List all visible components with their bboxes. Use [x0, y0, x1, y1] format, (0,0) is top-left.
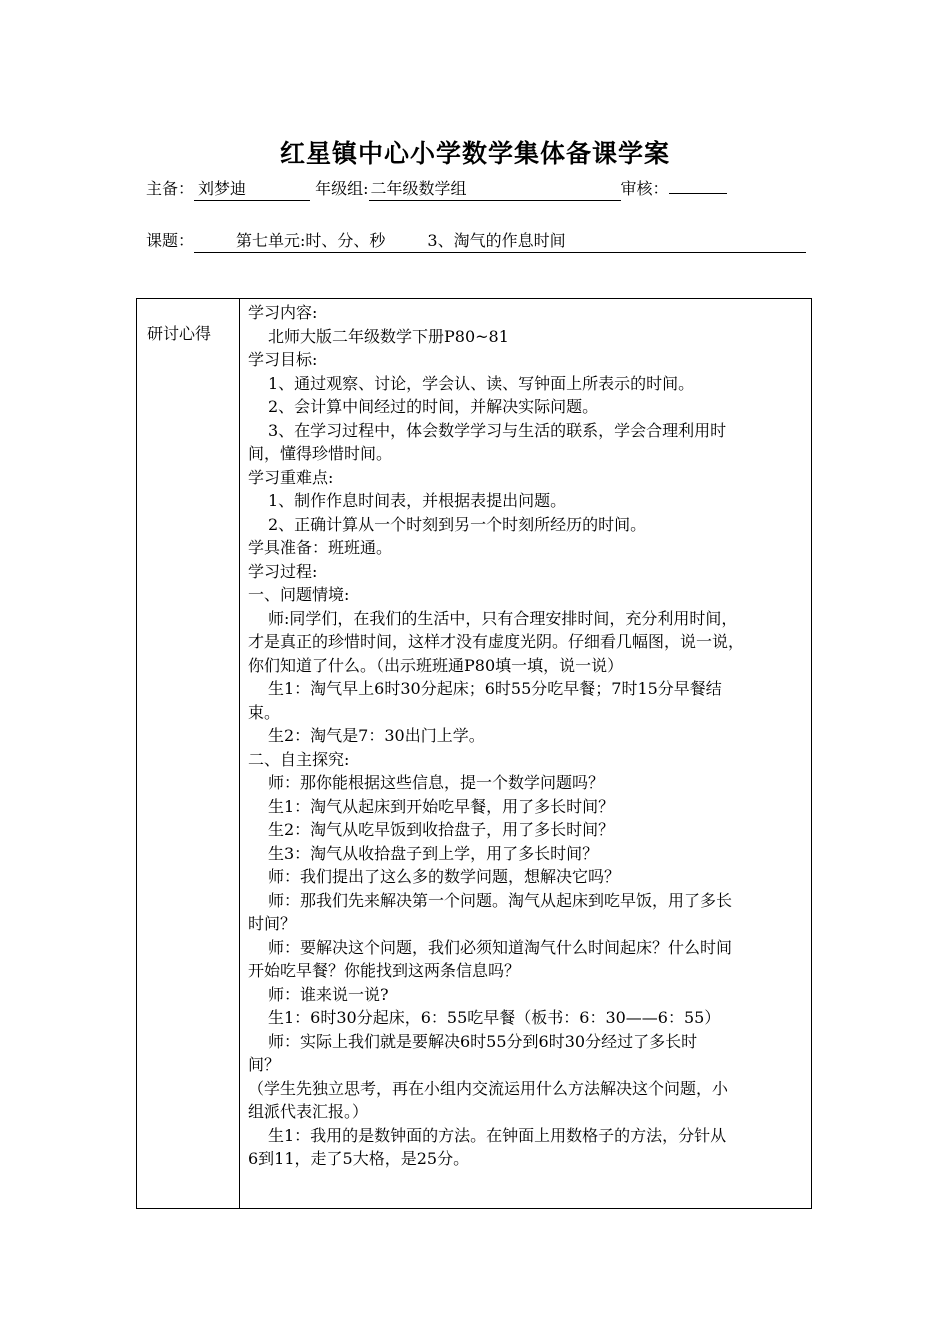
group-label: 年级组:	[315, 179, 369, 198]
content-line: 师：实际上我们就是要解决6时55分到6时30分经过了多长时	[268, 1031, 698, 1051]
content-line: 师：那我们先来解决第一个问题。淘气从起床到吃早饭，用了多长	[268, 890, 733, 910]
page-title: 红星镇中心小学数学集体备课学案	[279, 139, 670, 168]
content-line: 束。	[248, 702, 281, 722]
content-line: 1、制作作息时间表，并根据表提出问题。	[268, 491, 567, 510]
content-line: 生2：淘气是7：30出门上学。	[268, 726, 485, 745]
content-line: 生1：6时30分起床，6：55吃早餐（板书：6：30——6：55）	[268, 1008, 721, 1027]
content-line: 学习过程:	[248, 561, 318, 581]
content-cell	[240, 299, 812, 1209]
content-line: 师:同学们，在我们的生活中，只有合理安排时间，充分利用时间，	[268, 608, 738, 628]
content-line: 学习目标:	[248, 350, 318, 369]
content-line: 二、自主探究:	[248, 749, 350, 769]
topic-label: 课题：	[146, 231, 195, 250]
content-line: 师：要解决这个问题，我们必须知道淘气什么时间起床？什么时间	[268, 937, 733, 957]
topic-row	[146, 228, 806, 253]
content-line: 生1：我用的是数钟面的方法。在钟面上用数格子的方法，分针从	[268, 1125, 727, 1145]
content-line: 才是真正的珍惜时间，这样才没有虚度光阴。仔细看几幅图，说一说，	[248, 632, 745, 651]
review-value	[669, 192, 727, 194]
content-line: 6到11，走了5大格，是25分。	[248, 1149, 470, 1168]
content-line: 生1：淘气早上6时30分起床；6时55分吃早餐；7时15分早餐结	[268, 679, 722, 698]
content-line: 开始吃早餐？你能找到这两条信息吗？	[248, 961, 521, 980]
topic-underline	[194, 228, 806, 253]
content-line: 师：那你能根据这些信息，提一个数学问题吗？	[268, 773, 605, 792]
topic-lesson: 3、淘气的作息时间	[427, 231, 566, 250]
lesson-table	[136, 298, 812, 1209]
topic-unit: 第七单元:时、分、秒	[236, 231, 386, 250]
content-line: 师：谁来说一说?	[268, 984, 389, 1004]
content-line: 间，懂得珍惜时间。	[248, 444, 393, 463]
host-value: 刘梦迪	[194, 176, 310, 201]
left-cell: 研讨心得	[137, 299, 240, 1209]
content-line: 学习重难点:	[248, 467, 334, 487]
content-line: 师：我们提出了这么多的数学问题，想解决它吗？	[268, 867, 621, 886]
review-label: 审核：	[620, 179, 669, 198]
content-line: 生3：淘气从收拾盘子到上学，用了多长时间？	[268, 843, 599, 863]
content-line: 3、在学习过程中，体会数学学习与生活的联系，学会合理利用时	[268, 420, 727, 440]
content-line: 你们知道了什么。（出示班班通P80填一填，说一说）	[248, 655, 624, 675]
content-line: 1、通过观察、讨论，学会认、读、写钟面上所表示的时间。	[268, 373, 695, 393]
content-line: 北师大版二年级数学下册P80~81	[268, 326, 509, 346]
content-line: 间？	[248, 1055, 281, 1074]
content-line: 时间？	[248, 914, 297, 933]
content-line: 一、问题情境:	[248, 585, 350, 604]
group-value: 二年级数学组	[369, 176, 621, 201]
content-line: 2、会计算中间经过的时间，并解决实际问题。	[268, 397, 599, 416]
content-line: 学习内容:	[248, 303, 318, 322]
content-line: 生1：淘气从起床到开始吃早餐，用了多长时间？	[268, 796, 615, 816]
content-line: 组派代表汇报。）	[248, 1102, 369, 1121]
header-meta-row	[146, 176, 727, 201]
content-line: 学具准备：班班通。	[248, 538, 393, 557]
content-line: 2、正确计算从一个时刻到另一个时刻所经历的时间。	[268, 514, 647, 534]
content-line: 生2：淘气从吃早饭到收拾盘子，用了多长时间？	[268, 820, 615, 839]
host-label: 主备：	[146, 179, 195, 198]
content-line: （学生先独立思考，再在小组内交流运用什么方法解决这个问题，小	[248, 1078, 729, 1098]
